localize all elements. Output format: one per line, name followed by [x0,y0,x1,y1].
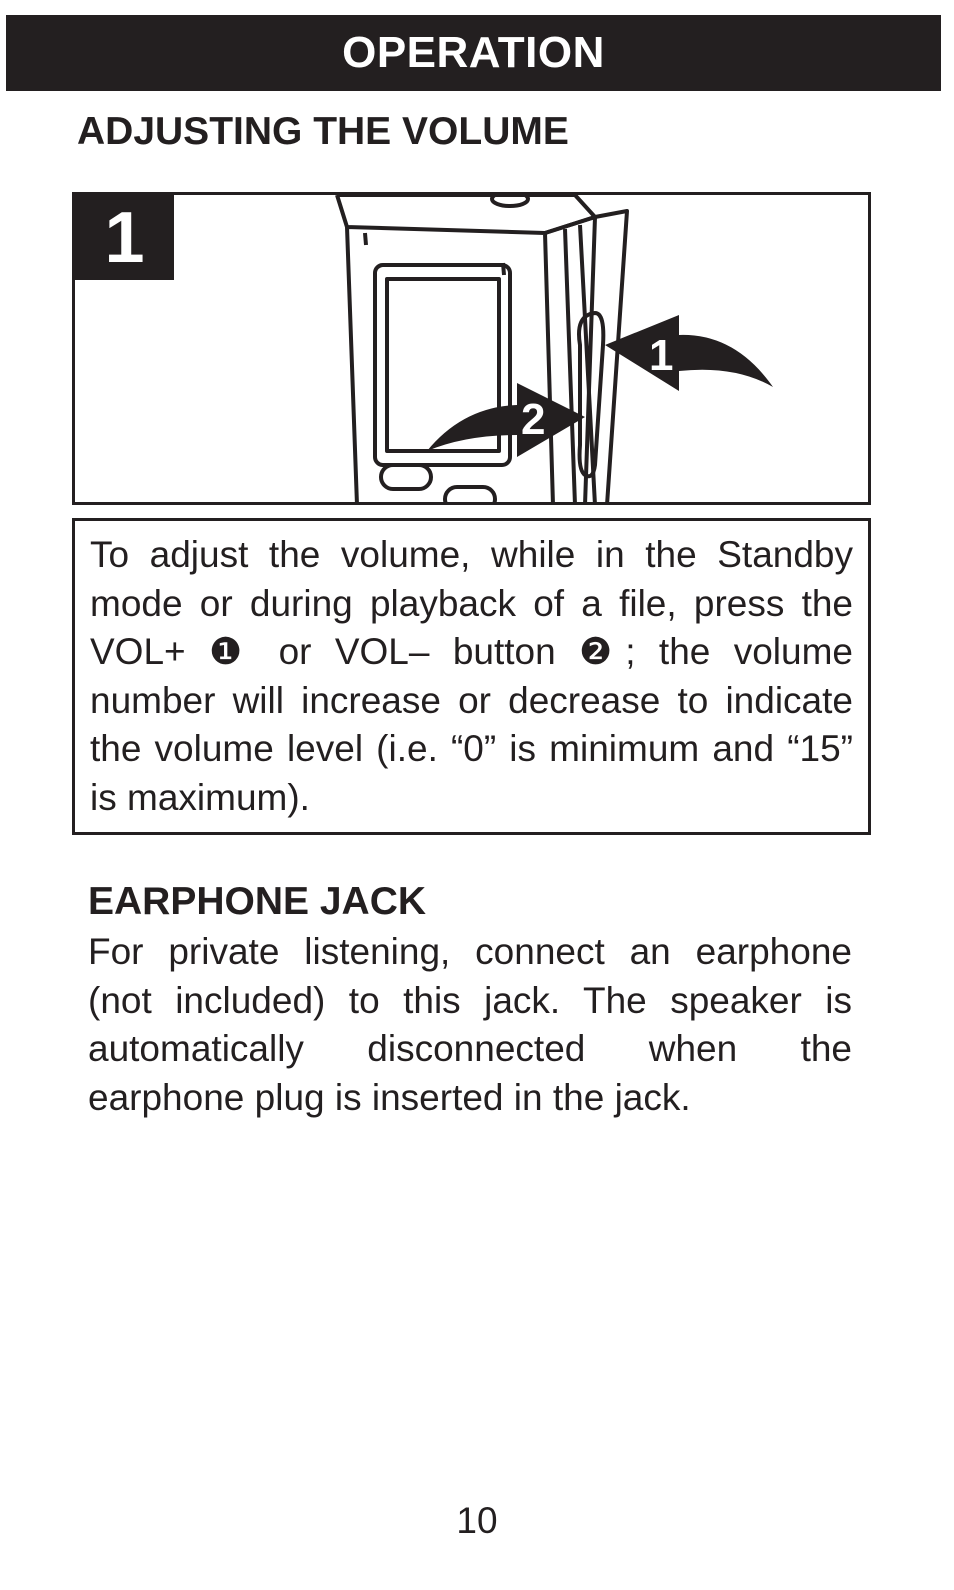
arrow-2-label: 2 [521,395,546,444]
step-number-badge: 1 [75,195,174,280]
instruction-box [72,518,871,835]
earphone-section-body: For private listening, connect an earphone (not included) to this jack. The speaker is automatically disconnected when the earphone plug is inserted in the jack. [88,931,852,1118]
arrow-1 [605,315,773,391]
earphone-section-title: EARPHONE JACK [88,880,427,923]
device-drawing [75,195,868,502]
page-number: 10 [456,1500,498,1541]
volume-section-title: ADJUSTING THE VOLUME [77,110,569,153]
device-illustration [72,192,871,505]
volume-instructions: To adjust the volume, while in the Standby mode or during playback of a file, press the VOL+ ❶ or VOL– button ❷; the volume number will increase or decrease to indicate the volume level (i.e. “0” is minimum and “15” is maximum). [90,534,853,818]
arrow-1-label: 1 [649,331,674,380]
page-title: OPERATION [342,28,605,77]
header-bar [6,15,941,91]
device-body [337,195,553,502]
arrow-2 [427,383,585,457]
